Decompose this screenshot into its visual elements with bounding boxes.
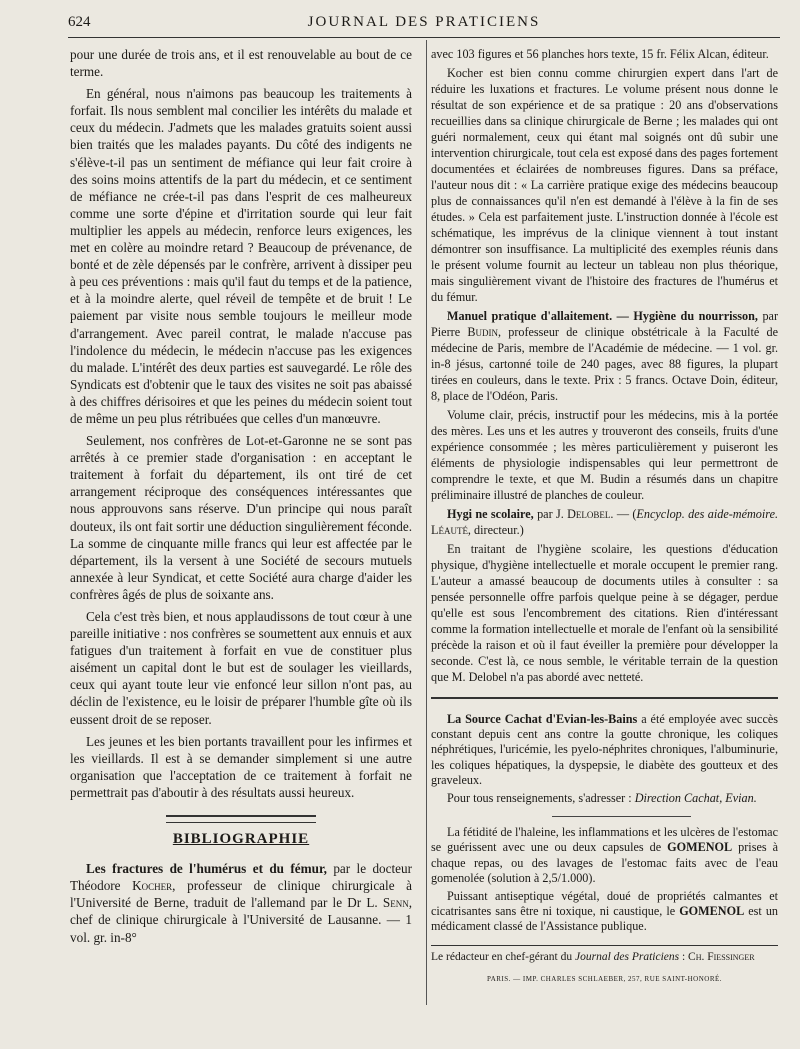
author-name: Budin, [467,325,501,339]
book-title: Les fractures de l'humérus et du fémur, [86,861,327,877]
paragraph: Seulement, nos confrères de Lot-et-Garonne ne se sont pas arrêtés à ce premier stade d'organisation : en acceptant le traitement à forfait du département, ils ont tiré de cet arrangement réciproque des conséquences intéressantes que nous approuvons sans réserve. D'un principe qui nous paraît douteux, ils ont fait sortir une déduction singulièrement féconde. La somme de cinquante mille francs qui leur est affectée par le département, ils la versent à une Société de secours mutuels annexée à leur Syndicat, et cette Société aura charge d'aider les confrères âgés de plus de soixante ans. [70,433,412,602]
paragraph: Volume clair, précis, instructif pour les médecins, mis à la portée des mères. Les uns et les autres y trouveront des conseils, fruits d'une expérience consommée ; les mères particulièrement y puiseront les éléments de physiologie indispensables qui leur permettront de comprendre le texte, et que M. Budin a résumés dans un chapitre préliminaire illustré de planches de couleur. [431,408,778,502]
section-ornament-rule [166,815,316,823]
advert-brand: GOMENOL [679,904,745,919]
advert-rule [431,697,778,702]
advert-cachat: La Source Cachat d'Evian-les-Bains a été employée avec succès constant depuis cent ans contre la goutte chronique, les coliques néphrétiques, l'uricémie, les pyelo-néphrites chroniques, l'albuminurie, les coliques hépatiques, la dyspepsie, le diabète des goutteux et des graveleux. Pour tous renseignements, s'adresser : Direction Cachat, Evian. [431,712,779,806]
bibliography-entry: Hygi ne scolaire, par J. Delobel. — (Encyclop. des aide-mémoire. Léauté, directeur.) [431,507,779,537]
printer-imprint: PARIS. — IMP. CHARLES SCHLAEBER, 257, RUE SAINT-HONORÉ. [486,974,723,983]
section-title: BIBLIOGRAPHIE [172,831,310,848]
translator-name: Senn, [382,895,413,911]
footer-rule [431,945,778,946]
editor-line: Le rédacteur en chef-gérant du Journal des Praticiens : Ch. Fiessinger [431,950,755,963]
paragraph: avec 103 figures et 56 planches hors texte, 15 fr. Félix Alcan, éditeur. [431,47,769,61]
advert-brand: GOMENOL [667,840,733,855]
left-column [70,46,412,946]
book-title: Manuel pratique d'allaitement. — Hygiène du nourrisson, [447,309,758,323]
advert-contact: Direction Cachat, Evian. [634,791,757,806]
journal-title: JOURNAL DES PRATICIENS [307,14,541,30]
bibliography-entry: Manuel pratique d'allaitement. — Hygiène du nourrisson, par Pierre Budin, professeur de clinique obstétricale à la Faculté de médecine de Paris, membre de l'Académie de médecine. — 1 vol. gr. in-8 jésus, cartonné toile de 240 pages, avec 88 figures, la plupart tirées en couleurs, dans le texte. Prix : 5 francs. Octave Doin, éditeur, 8, place de l'Odéon, Paris. [431,309,778,403]
paragraph: En traitant de l'hygiène scolaire, les questions d'éducation physique, d'hygiène intellectuelle et morale occupent le premier rang. L'auteur a amassé beaucoup de documents utiles à consulter : sa pensée personnelle offre parfois quelque peine à se dégager, perdue qu'elle est sous l'encombrement des citations. Rien d'intéressant comme la formation intellectuelle et morale de l'enfant où la sensibilité précède la raison et où il faut éveiller la première pour développer la seconde. C'est là, ce nous semble, le véritable terrain de la question que M. Delobel n'a pas abordé avec netteté. [431,542,778,684]
advert-separator [552,816,691,817]
book-title: Hygi ne scolaire, [447,507,534,521]
publisher-name: Léauté, [431,523,471,537]
author-name: Kocher, [132,878,176,894]
header-rule [68,37,780,38]
author-name: Delobel. [567,507,614,521]
paragraph: En général, nous n'aimons pas beaucoup les traitements à forfait. Ils nous semblent mal concilier les intérêts du malade et ceux du médecin. J'admets que les malades gratuits soient aussi bien traités que les malades payants. Du côté des indigents ne s'élève-t-il pas un sentiment de méfiance qui leur fait croire à des soins moins attentifs de la part du médecin, et ce sentiment de méfiance ne crée-t-il pas dans l'esprit de ces malheureux comme une sorte d'épine et d'irritation sourde qui leur fait multiplier les appels au médecin, renforce leurs exigences, les met en colère au moindre retard ? Beaucoup de prévenance, de bonté et de zèle dépensés par le confrère, arrivent à dissiper peu à peu ces préventions : mais qu'il faut du temps et de la patience, et à la moindre alerte, quel réveil de tempête et de bruit ! Le paiement par visite nous semble toujours le meilleur mode d'arrangement. Avec pareil contrat, le malade n'accuse pas l'indolence du médecin, le médecin n'accuse pas les exigences du malade. L'intérêt des deux parties est sauvegardé. Le rôle des Syndicats est d'obtenir que le taux des visites ne soit pas abaissé à des chiffres dérisoires et que les peines du médecin soient tout de même un peu plus rétribuées que celles d'un manœuvre. [70,86,412,426]
right-column [431,46,778,987]
paragraph: Kocher est bien connu comme chirurgien expert dans l'art de réduire les luxations et fractures. Le volume présent nous donne le résultat de son expérience et de sa pratique : 20 ans d'observations recueillies dans sa clinique chirurgicale de Berne ; les malades qui ont guéri normalement, ceux qui étant mal soignés ont dû subir une intervention chirurgicale, tout cela est exposé dans des pages fortement documentées et éclairées de nombreuses figures. Dans sa préface, l'auteur nous dit : « La carrière pratique exige des médecins beaucoup plus de connaissances qu'il n'en est demandé à l'élève à la fin de ses études. » Cela est parfaitement juste. L'instruction donnée à l'école est schématique, les imprévus de la clinique viennent à tout instant démontrer son insuffisance. La multiplicité des exemples réunis dans le présent volume fournit au lecteur un tableau non plus théorique, mais singulièrement vivant de l'histoire des fractures de l'humérus et du fémur. [431,66,778,304]
page-header [68,12,780,36]
paragraph: Les jeunes et les bien portants travaillent pour les infirmes et les vieillards. Il est à se demander simplement si une autre organisation que l'acceptation de ce traitement à forfait ne permettrait pas d'aboutir à des résultats aussi heureux. [70,733,412,800]
advert-brand: La Source Cachat d'Evian-les-Bains [447,712,638,726]
advert-gomenol: La fétidité de l'haleine, les inflammations et les ulcères de l'estomac se guérissent avec une ou deux capsules de GOMENOL prises à chaque repas, ou des lavages de l'estomac faits avec de l'eau gomenolée (solution à 2,5/1.000). Puissant antiseptique végétal, doué de propriétés calmantes et cicatrisantes sans être ni toxique, ni caustique, le GOMENOL est un médicament classé de l'Assistance publique. [431,825,779,934]
column-separator [426,40,427,1005]
page-number: 624 [68,14,91,30]
bibliography-entry: Les fractures de l'humérus et du fémur, par le docteur Théodore Kocher, professeur de clinique chirurgicale à l'Université de Berne, traduit de l'allemand par le Dr L. Senn, chef de clinique chirurgicale à l'Université de Lausanne. — 1 vol. gr. in-8° [70,861,413,945]
paragraph: pour une durée de trois ans, et il est renouvelable au bout de ce terme. [70,47,412,80]
paragraph: Cela c'est très bien, et nous applaudissons de tout cœur à une pareille initiative : nos confrères se soumettent aux ennuis et aux fatigues d'un traitement à forfait en vue de constituer plus aisément un capital dont le but est de soulager les vieillards, ceux qui ayant toute leur vie enfoncé leur sillon n'ont pas, au déclin de l'existence, eu le loisir de préparer l'humble gîte où ils eussent droit de se reposer. [70,609,412,727]
series-name: Encyclop. des aide-mémoire. [636,507,779,521]
